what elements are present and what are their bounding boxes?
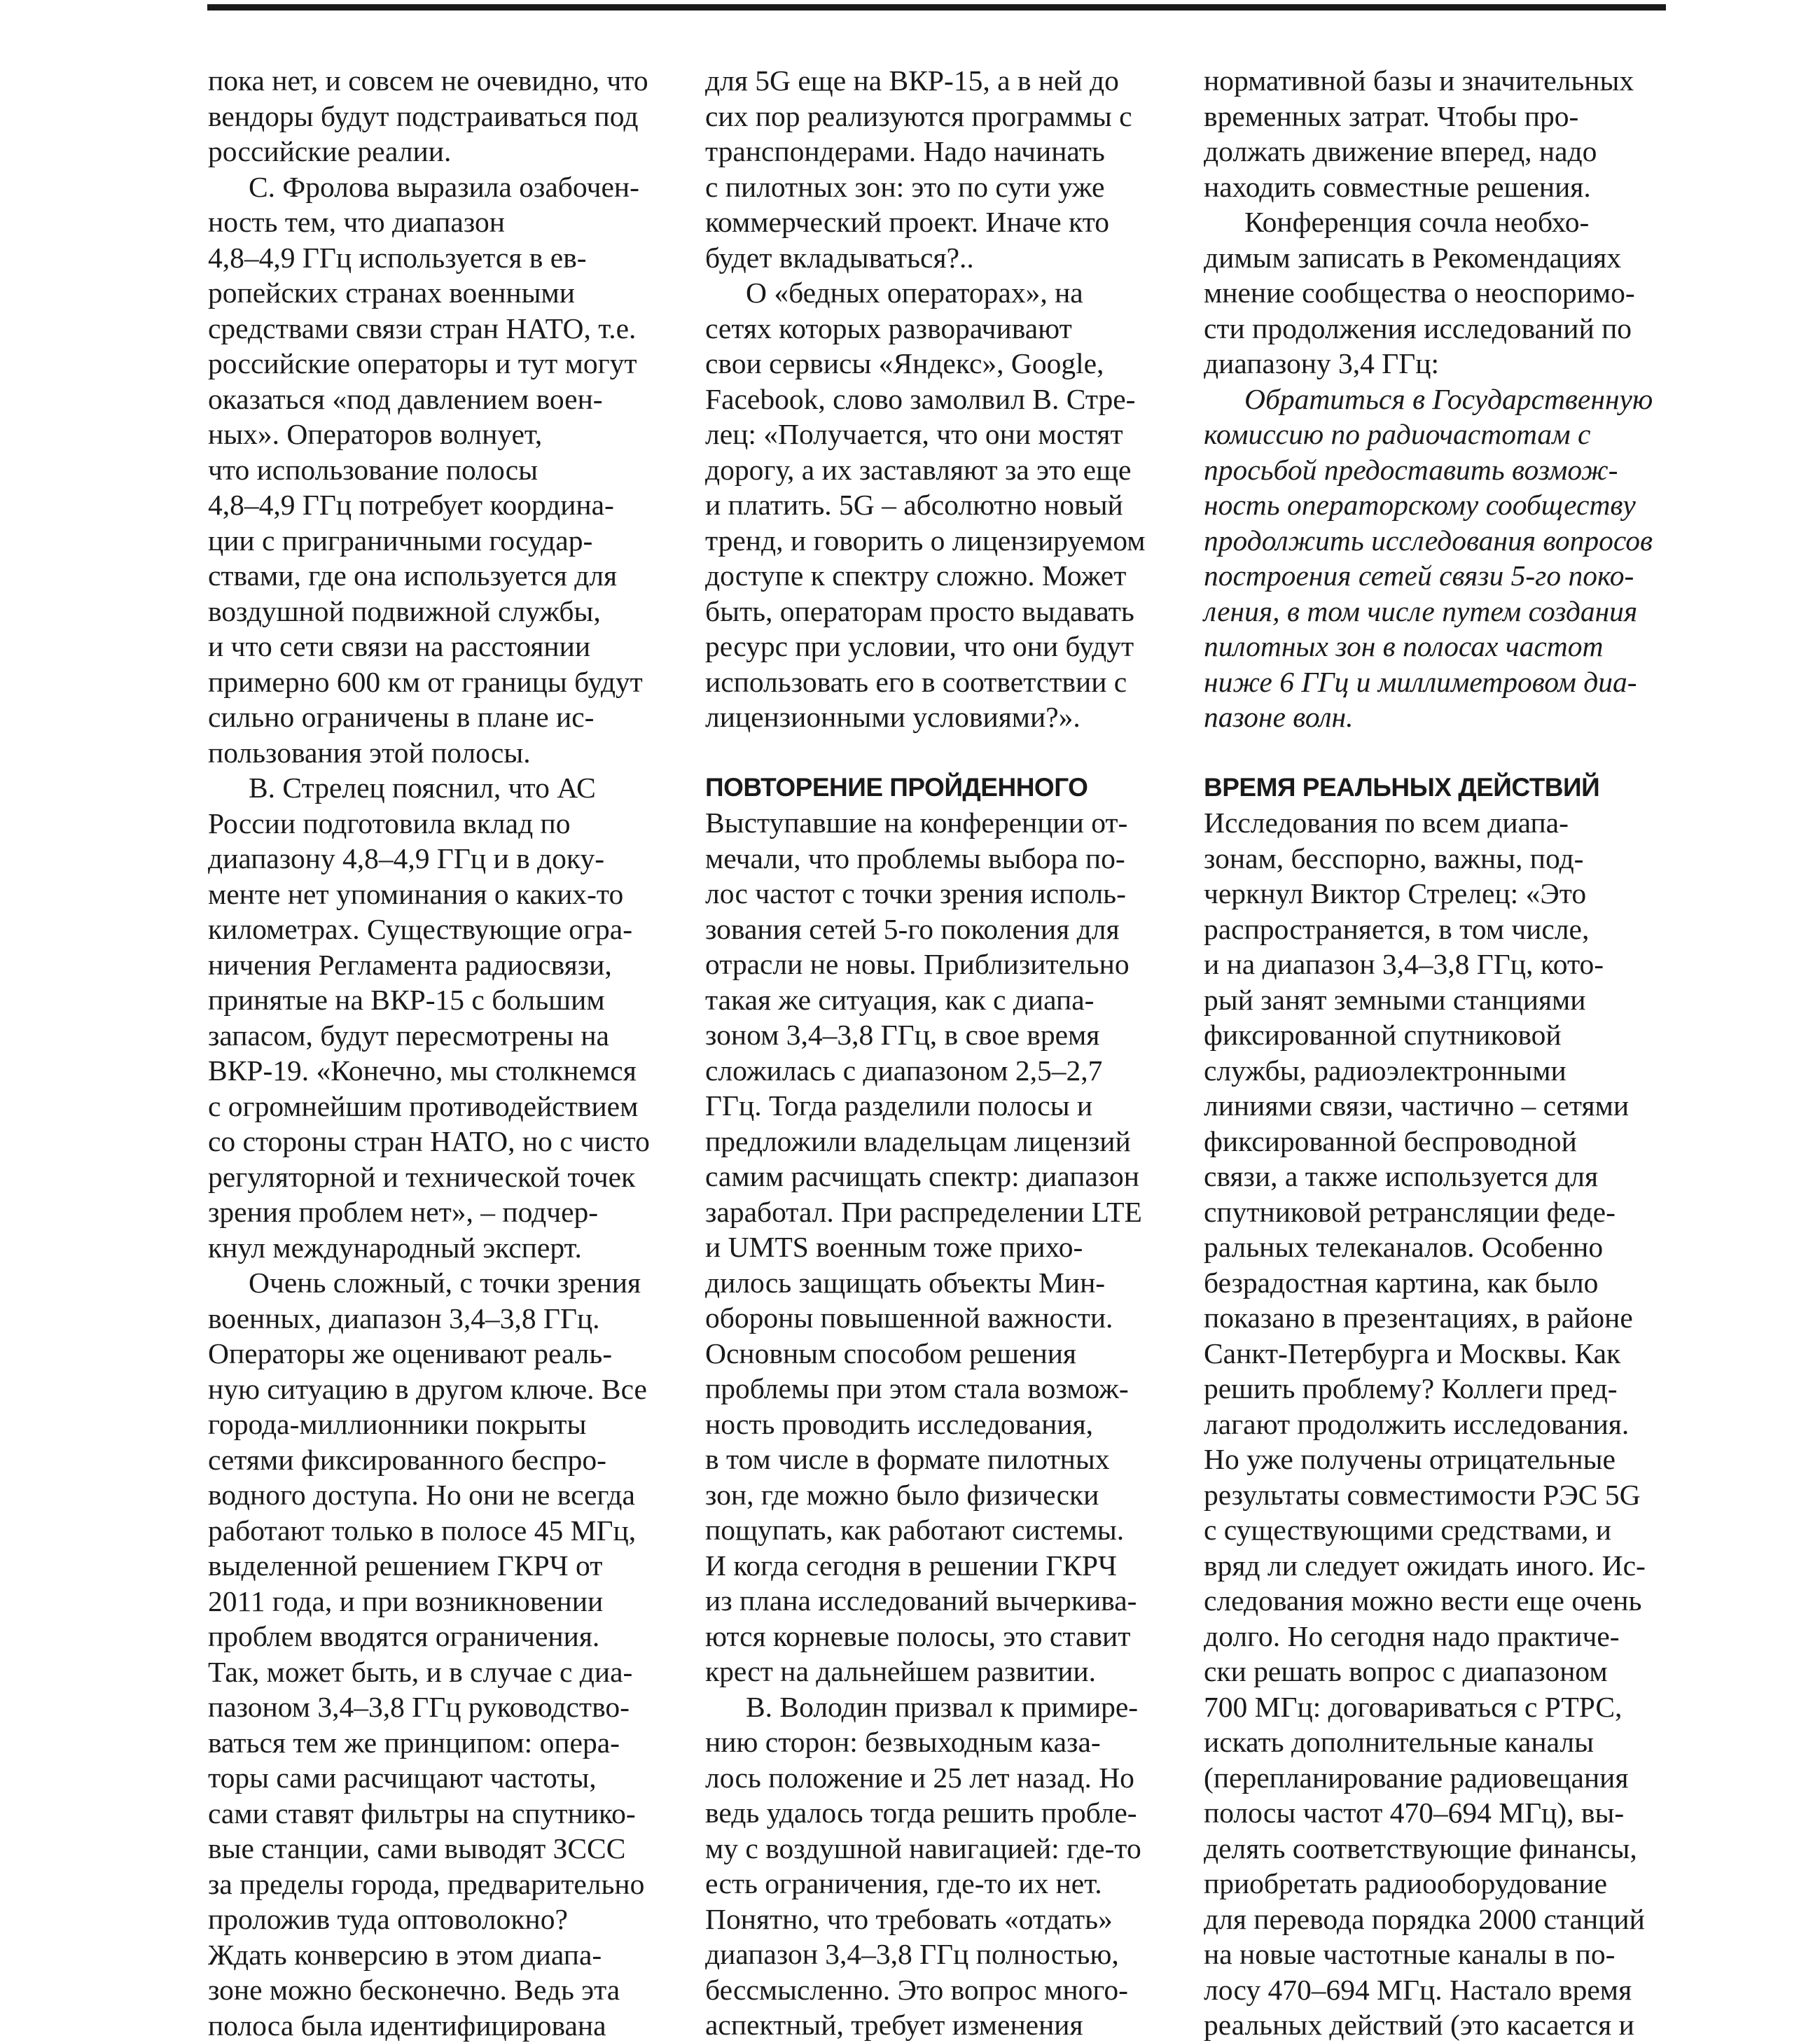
paragraph: Очень сложный, с точки зрения военных, диапазон 3,4–3,8 ГГц. Операторы же оценивают реаль- ную ситуацию в другом ключе. Все города-миллионники покрыты сетями фиксированного беспро- водного доступа. Но они не всегда работают только в полосе 45 МГц, выделенной решением ГКРЧ от 2011 года, и при возникновении проблем вводятся ограничения. Так, может быть, и в случае с диа- пазоном 3,4–3,8 ГГц руководство- ваться тем же принципом: опера- торы сами расчищают частоты, сами ставят фильтры на спутнико- вые станции, сами выводят ЗССС за пределы города, предварительно проложив туда оптоволокно? Ждать конверсию в этом диапа- зоне можно бесконечно. Ведь эта полоса была идентифицирована bbox=[208, 1267, 647, 2042]
section-heading: ВРЕМЯ РЕАЛЬНЫХ ДЕЙСТВИЙ bbox=[1204, 772, 1600, 802]
paragraph: В. Володин призвал к примире- нию сторон: безвыходным каза- лось положение и 25 лет назад. Но ведь удалось тогда решить пробле- му с воздушной навигацией: где-то есть ограничения, где-то их нет. Понятно, что требовать «отдать» диапазон 3,4–3,8 ГГц полностью, бессмысленно. Это вопрос много- аспектный, требует изменения bbox=[705, 1690, 1141, 2041]
paragraph: для 5G еще на ВКР-15, а в ней до сих пор реализуются программы с транспондерами. Надо начинать с пилотных зон: это по сути уже коммерческий проект. Иначе кто будет вкладываться?.. bbox=[705, 64, 1132, 274]
paragraph: нормативной базы и значительных временных затрат. Чтобы про- должать движение вперед, надо находить совместные решения. bbox=[1204, 64, 1634, 203]
article-column-1 bbox=[208, 63, 712, 2043]
paragraph: Исследования по всем диапа- зонам, бесспорно, важны, под- черкнул Виктор Стрелец: «Это распространяется, в том числе, и на диапазон 3,4–3,8 ГГц, кото- рый занят земными станциями фиксированной спутниковой службы, радиоэлектронными линиями связи, частично – сетями фиксированной беспроводной связи, а также используется для спутниковой ретрансляции феде- ральных телеканалов. Особенно безрадостная картина, как было показано в презентациях, в районе Санкт-Петербурга и Москвы. Как решить проблему? Коллеги пред- лагают продолжить исследования. Но уже получены отрицательные результаты совместимости РЭС 5G с существующими средствами, и вряд ли следует ожидать иного. Ис- следования можно вести еще очень долго. Но сегодня надо практиче- ски решать вопрос с диапазоном 700 МГц: договариваться с РТРС, искать дополнительные каналы (перепланирование радиовещания полосы частот 470–694 МГц), вы- делять соответствующие финансы, приобретать радиооборудование для перевода порядка 2000 станций на новые частотные каналы в по- лосу 470–694 МГц. Настало время реальных действий (это касается и bbox=[1204, 807, 1646, 2041]
top-rule bbox=[207, 4, 1666, 11]
section-heading: ПОВТОРЕНИЕ ПРОЙДЕННОГО bbox=[705, 772, 1088, 802]
article-column-3 bbox=[1204, 63, 1708, 2043]
paragraph: Выступавшие на конференции от- мечали, что проблемы выбора по- лос частот с точки зрения исполь- зования сетей 5-го поколения для отрасли не новы. Приблизительно такая же ситуация, как с диапа- зоном 3,4–3,8 ГГц, в свое время сложилась с диапазоном 2,5–2,7 ГГц. Тогда разделили полосы и предложили владельцам лицензий самим расчищать спектр: диапазон заработал. При распределении LTE и UMTS военным тоже прихо- дилось защищать объекты Мин- обороны повышенной важности. Основным способом решения проблемы при этом стала возмож- ность проводить исследования, в том числе в формате пилотных зон, где можно было физически пощупать, как работают системы. И когда сегодня в решении ГКРЧ из плана исследований вычеркива- ются корневые полосы, это ставит крест на дальнейшем развитии. bbox=[705, 807, 1142, 1687]
article-column-2 bbox=[705, 63, 1209, 2043]
paragraph: пока нет, и совсем не очевидно, что вендоры будут подстраиваться под российские реалии. bbox=[208, 64, 648, 167]
paragraph: С. Фролова выразила озабочен- ность тем, что диапазон 4,8–4,9 ГГц используется в ев- ропейских странах военными средствами связи стран НАТО, т.е. российские операторы и тут могут оказаться «под давлением воен- ных». Операторов волнует, что использование полосы 4,8–4,9 ГГц потребует координа- ции с приграничными государ- ствами, где она используется для воздушной подвижной службы, и что сети связи на расстоянии примерно 600 км от границы будут сильно ограничены в плане ис- пользования этой полосы. bbox=[208, 170, 643, 769]
paragraph: О «бедных операторах», на сетях которых разворачивают свои сервисы «Яндекс», Google, Facebook, слово замолвил В. Стре- лец: «Получается, что они мостят дорогу, а их заставляют за это еще и платить. 5G – абсолютно новый тренд, и говорить о лицензируемом доступе к спектру сложно. Может быть, операторам просто выдавать ресурс при условии, что они будут использовать его в соответствии с лицензионными условиями?». bbox=[705, 277, 1146, 733]
paragraph: Конференция сочла необхо- димым записать в Рекомендациях мнение сообщества о неоспоримо- сти продолжения исследований по диапазону 3,4 ГГц: bbox=[1204, 206, 1635, 379]
paragraph: В. Стрелец пояснил, что АС России подготовила вклад по диапазону 4,8–4,9 ГГц и в доку- менте нет упоминания о каких-то километрах. Существующие огра- ничения Регламента радиосвязи, принятые на ВКР-15 с большим запасом, будут пересмотрены на ВКР-19. «Конечно, мы столкнемся с огромнейшим противодействием со стороны стран НАТО, но с чисто регуляторной и технической точек зрения проблем нет», – подчер- кнул международный эксперт. bbox=[208, 772, 650, 1264]
recommendation-quote: Обратиться в Государственную комиссию по радиочастотам с просьбой предоставить возмож- ность операторскому сообществу продолжить исследования вопросов построения сетей связи 5-го поко- ления, в том числе путем создания пилотных зон в полосах частот ниже 6 ГГц и миллиметровом диа- пазоне волн. bbox=[1204, 382, 1653, 733]
